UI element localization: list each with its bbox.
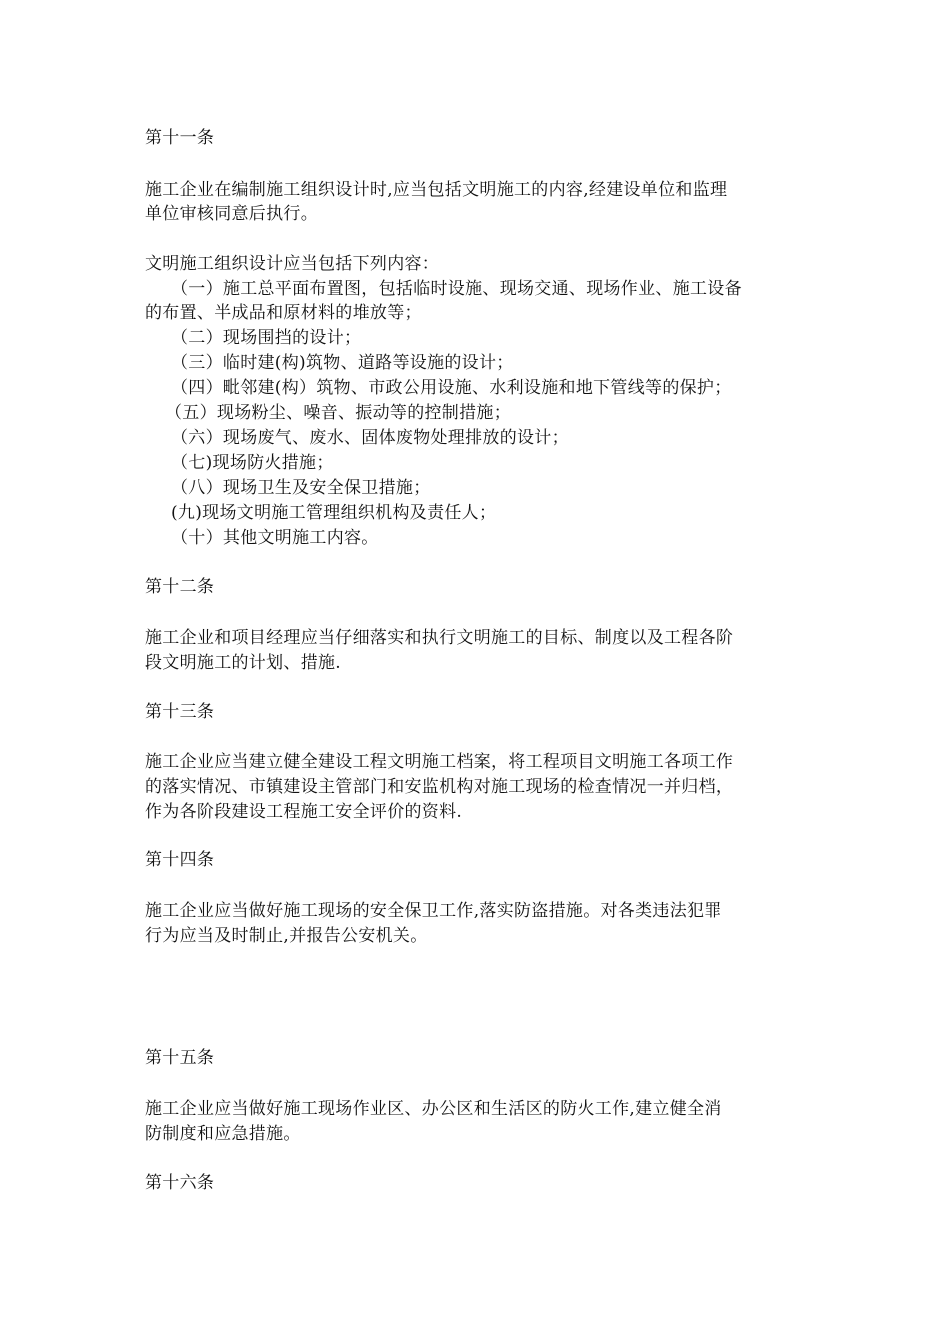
article-13-para-line3: 作为各阶段建设工程施工安全评价的资料.: [145, 802, 463, 822]
article-13-para-line1: 施工企业应当建立健全建设工程文明施工档案，将工程项目文明施工各项工作: [145, 752, 734, 772]
article-11-item-8: （八）现场卫生及安全保卫措施；: [171, 478, 431, 498]
article-12-heading: 第十二条: [145, 577, 215, 597]
article-11-item-1-line1: （一）施工总平面布置图，包括临时设施、现场交通、现场作业、施工设备: [171, 279, 742, 299]
article-15-para-line2: 防制度和应急措施。: [145, 1124, 301, 1144]
article-11-item-1-line2: 的布置、半成品和原材料的堆放等；: [145, 303, 422, 323]
article-11-item-2: （二）现场围挡的设计；: [171, 328, 362, 348]
article-11-item-5: （五）现场粉尘、噪音、振动等的控制措施；: [165, 403, 511, 423]
article-16-heading: 第十六条: [145, 1173, 215, 1193]
article-13-para-line2: 的落实情况、市镇建设主管部门和安监机构对施工现场的检查情况一并归档，: [145, 777, 734, 797]
article-14-para-line2: 行为应当及时制止,并报告公安机关。: [145, 926, 428, 946]
article-11-para1-line2: 单位审核同意后执行。: [145, 204, 318, 224]
article-12-para-line1: 施工企业和项目经理应当仔细落实和执行文明施工的目标、制度以及工程各阶: [145, 628, 734, 648]
article-11-item-9: (九)现场文明施工管理组织机构及责任人；: [171, 503, 497, 523]
article-11-item-4: （四）毗邻建(构）筑物、市政公用设施、水利设施和地下管线等的保护；: [171, 378, 732, 398]
article-11-item-10: （十）其他文明施工内容。: [171, 528, 379, 548]
article-12-para-line2: 段文明施工的计划、措施.: [145, 653, 342, 673]
article-15-para-line1: 施工企业应当做好施工现场作业区、办公区和生活区的防火工作,建立健全消: [145, 1099, 722, 1119]
article-11-heading: 第十一条: [145, 128, 215, 148]
article-14-heading: 第十四条: [145, 850, 215, 870]
article-14-para-line1: 施工企业应当做好施工现场的安全保卫工作,落实防盗措施。对各类违法犯罪: [145, 901, 722, 921]
article-11-item-6: （六）现场废气、废水、固体废物处理排放的设计；: [171, 428, 569, 448]
article-11-item-7: （七)现场防火措施；: [171, 453, 334, 473]
article-11-list-intro: 文明施工组织设计应当包括下列内容：: [145, 254, 440, 274]
article-11-item-3: （三）临时建(构)筑物、道路等设施的设计；: [171, 353, 514, 373]
article-15-heading: 第十五条: [145, 1048, 215, 1068]
article-11-para1-line1: 施工企业在编制施工组织设计时,应当包括文明施工的内容,经建设单位和监理: [145, 180, 728, 200]
article-13-heading: 第十三条: [145, 702, 215, 722]
